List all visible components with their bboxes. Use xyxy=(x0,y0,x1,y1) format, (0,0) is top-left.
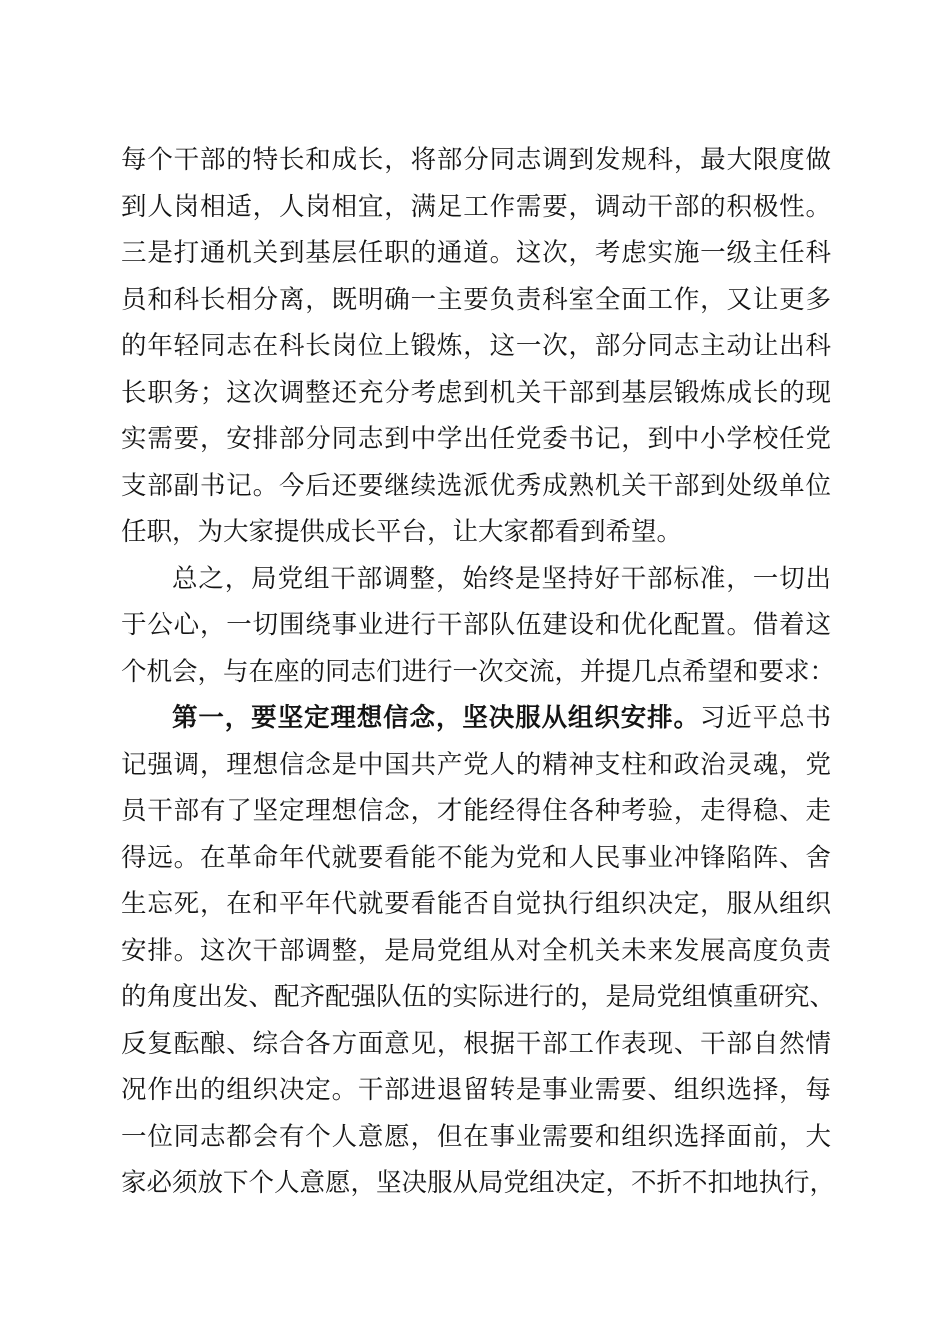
text-line: 生忘死，在和平年代就要看能否自觉执行组织决定，服从组织 xyxy=(121,889,831,919)
text-line: 一位同志都会有个人意愿，但在事业需要和组织选择面前，大 xyxy=(121,1121,831,1152)
text-line: 实需要，安排部分同志到中学出任党委书记，到中小学校任党 xyxy=(121,424,831,454)
text-run: 习近平总书 xyxy=(699,703,831,733)
text-line: 安排。这次干部调整，是局党组从对全机关未来发展高度负责 xyxy=(121,935,831,966)
text-line: 得远。在革命年代就要看能不能为党和人民事业冲锋陷阵、舍 xyxy=(121,842,831,873)
text-line: 支部副书记。今后还要继续选派优秀成熟机关干部到处级单位 xyxy=(121,470,831,501)
paragraph-start-line: 总之，局党组干部调整，始终是坚持好干部标准，一切出 xyxy=(172,563,831,594)
text-line: 三是打通机关到基层任职的通道。这次，考虑实施一级主任科 xyxy=(121,238,831,268)
text-line: 员和科长相分离，既明确一主要负责科室全面工作，又让更多 xyxy=(121,284,831,315)
text-line: 况作出的组织决定。干部进退留转是事业需要、组织选择，每 xyxy=(121,1075,831,1105)
text-line: 的角度出发、配齐配强队伍的实际进行的，是局党组慎重研究、 xyxy=(121,982,836,1012)
section-heading: 第一，要坚定理想信念，坚决服从组织安排。 xyxy=(172,703,700,733)
text-line: 反复酝酿、综合各方面意见，根据干部工作表现、干部自然情 xyxy=(121,1028,831,1059)
text-line: 于公心，一切围绕事业进行干部队伍建设和优化配置。借着这 xyxy=(121,610,831,640)
text-line: 到人岗相适，人岗相宜，满足工作需要，调动干部的积极性。 xyxy=(121,191,831,222)
paragraph-start-line xyxy=(121,695,831,742)
text-line: 任职，为大家提供成长平台，让大家都看到希望。 xyxy=(121,517,683,547)
text-line: 每个干部的特长和成长，将部分同志调到发规科，最大限度做 xyxy=(121,145,831,175)
text-line: 长职务；这次调整还充分考虑到机关干部到基层锻炼成长的现 xyxy=(121,377,831,408)
text-line: 记强调，理想信念是中国共产党人的精神支柱和政治灵魂，党 xyxy=(121,749,831,780)
text-line: 个机会，与在座的同志们进行一次交流，并提几点希望和要求： xyxy=(121,656,836,687)
text-line: 员干部有了坚定理想信念，才能经得住各种考验，走得稳、走 xyxy=(121,796,831,826)
text-line: 家必须放下个人意愿，坚决服从局党组决定，不折不扣地执行， xyxy=(121,1168,836,1198)
body-text xyxy=(121,137,836,1207)
text-line: 的年轻同志在科长岗位上锻炼，这一次，部分同志主动让出科 xyxy=(121,331,831,361)
